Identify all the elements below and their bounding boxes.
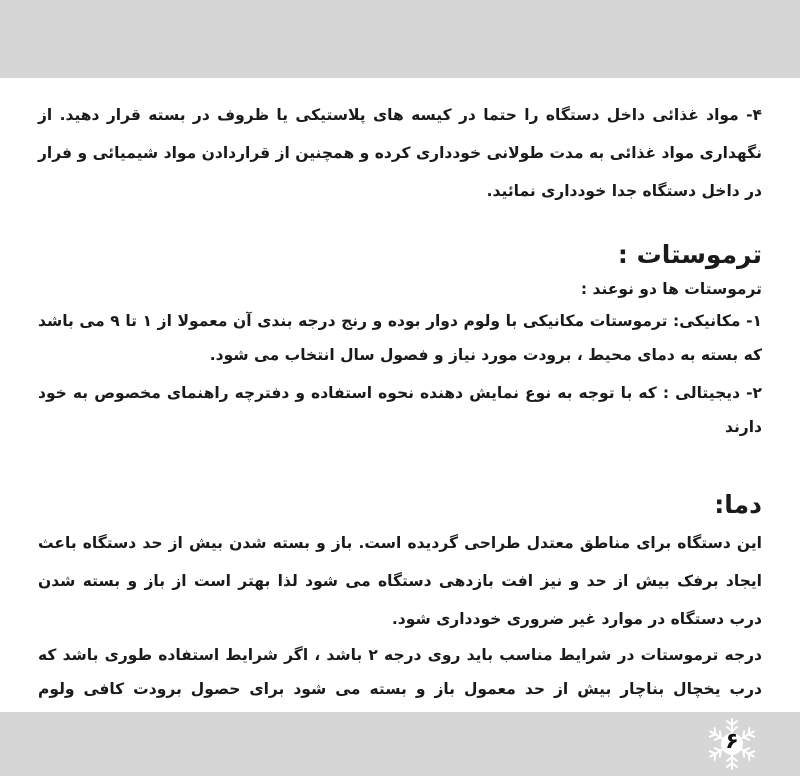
- thermostat-item-digital: ۲- دیجیتالی : که با توجه به نوع نمایش دهنده نحوه استفاده و دفترچه راهنمای مخصوص به خود دارند: [38, 384, 762, 436]
- temperature-paragraph-1: این دستگاه برای مناطق معتدل طراحی گردیده است. باز و بسته شدن بیش از حد دستگاه باعث ایجاد برفک بیش از حد و نیز افت بازدهی دستگاه می شود لذا بهتر است از باز و بسته شدن درب دستگاه در موارد غیر ضروری خودداری شود.: [38, 534, 762, 628]
- thermostat-item-mechanical: ۱- مکانیکی: ترموستات مکانیکی با ولوم دوار بوده و رنج درجه بندی آن معمولا از ۱ تا ۹ می باشد که بسته به دمای محیط ، برودت مورد نیاز و فصول سال انتخاب می شود.: [38, 312, 762, 364]
- page-number: ۶: [725, 729, 739, 754]
- thermostat-heading: ترموستات :: [617, 240, 762, 269]
- page-content: [38, 96, 762, 740]
- header-band: [0, 0, 800, 78]
- intro-paragraph: ۴- مواد غذائی داخل دستگاه را حتما در کیسه های پلاستیکی یا ظروف در بسته قرار دهید. از نگهداری مواد غذائی به مدت طولانی خودداری کرده و همچنین از قراردادن مواد شیمیائی و فرار در داخل دستگاه جدا خودداری نمائید.: [38, 106, 762, 200]
- footer-band: [0, 712, 800, 776]
- page-number-badge: [704, 716, 760, 772]
- temperature-heading: دما:: [714, 490, 762, 519]
- temperature-paragraph-2: درجه ترموستات در شرایط مناسب باید روی درجه ۲ باشد ، اگر شرایط استفاده طوری باشد که درب یخچال بناچار بیش از حد معمول باز و بسته می شود برای حصول برودت کافی ولوم: [38, 646, 763, 698]
- thermostat-subtitle: ترموستات ها دو نوعند :: [580, 280, 762, 298]
